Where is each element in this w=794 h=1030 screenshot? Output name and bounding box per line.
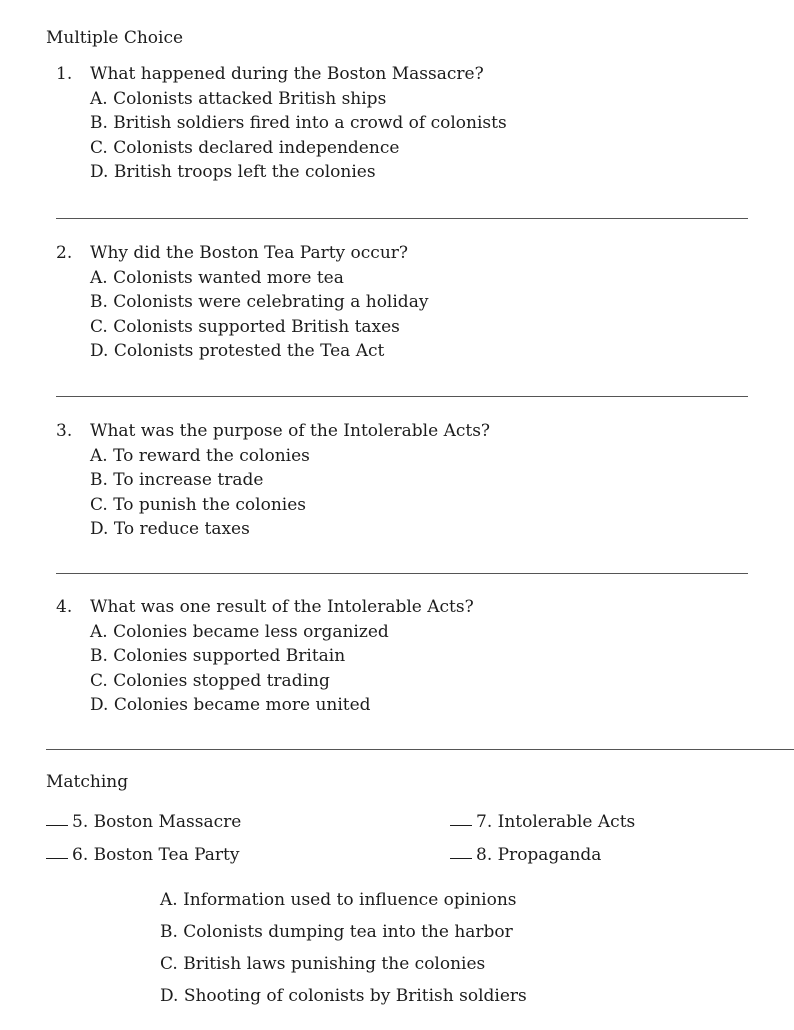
matching-answer: D. Shooting of colonists by British soldiers xyxy=(160,986,527,1006)
matching-item-label: 7. Intolerable Acts xyxy=(476,812,636,832)
question-3 xyxy=(56,419,490,542)
divider xyxy=(56,396,748,397)
answer-blank[interactable] xyxy=(450,857,472,859)
answer-option: A. To reward the colonies xyxy=(90,445,310,466)
answer-option: C. Colonists supported British taxes xyxy=(90,316,400,337)
question-text: What happened during the Boston Massacre? xyxy=(90,64,484,84)
matching-item-label: 8. Propaganda xyxy=(476,845,602,865)
question-text: Why did the Boston Tea Party occur? xyxy=(90,243,409,263)
answer-option: D. British troops left the colonies xyxy=(90,162,376,182)
question-3-prompt xyxy=(56,419,490,444)
matching-item-6 xyxy=(46,845,240,865)
matching-item-5 xyxy=(46,812,241,832)
answer-option: D. Colonists protested the Tea Act xyxy=(90,341,385,361)
matching-answer: A. Information used to influence opinions xyxy=(160,890,517,910)
question-4-prompt xyxy=(56,595,474,620)
matching-answers xyxy=(160,884,527,1012)
question-number: 2. xyxy=(56,243,73,263)
answer-option: A. Colonies became less organized xyxy=(90,621,389,642)
answer-option: C. Colonies stopped trading xyxy=(90,670,330,691)
answer-option: A. Colonists wanted more tea xyxy=(90,267,344,288)
question-text: What was one result of the Intolerable Acts? xyxy=(90,597,474,617)
matching-item-label: 6. Boston Tea Party xyxy=(72,845,240,865)
answer-option: B. Colonies supported Britain xyxy=(90,646,346,666)
question-4 xyxy=(56,595,474,718)
question-2-prompt xyxy=(56,241,428,266)
divider xyxy=(56,573,748,574)
question-2 xyxy=(56,241,428,364)
answer-blank[interactable] xyxy=(46,824,68,826)
question-number: 1. xyxy=(56,64,73,84)
answer-blank[interactable] xyxy=(46,857,68,859)
answer-blank[interactable] xyxy=(450,824,472,826)
answer-option: B. To increase trade xyxy=(90,470,264,490)
question-1-prompt xyxy=(56,62,507,87)
matching-item-label: 5. Boston Massacre xyxy=(72,812,242,832)
answer-option: D. To reduce taxes xyxy=(90,519,250,539)
divider xyxy=(56,218,748,219)
answer-option: B. British soldiers fired into a crowd of colonists xyxy=(90,113,507,133)
question-number: 3. xyxy=(56,421,73,441)
answer-option: A. Colonists attacked British ships xyxy=(90,88,387,109)
matching-item-8 xyxy=(450,845,601,865)
question-text: What was the purpose of the Intolerable Acts? xyxy=(90,421,491,441)
answer-option: B. Colonists were celebrating a holiday xyxy=(90,292,429,312)
matching-heading: Matching xyxy=(46,772,129,792)
multiple-choice-heading: Multiple Choice xyxy=(46,28,184,48)
divider xyxy=(46,749,794,750)
matching-answer: C. British laws punishing the colonies xyxy=(160,954,486,974)
matching-item-7 xyxy=(450,812,635,832)
answer-option: C. Colonists declared independence xyxy=(90,137,400,158)
question-number: 4. xyxy=(56,597,73,617)
answer-option: D. Colonies became more united xyxy=(90,695,371,715)
answer-option: C. To punish the colonies xyxy=(90,494,307,515)
matching-answer: B. Colonists dumping tea into the harbor xyxy=(160,922,513,942)
question-1 xyxy=(56,62,507,185)
